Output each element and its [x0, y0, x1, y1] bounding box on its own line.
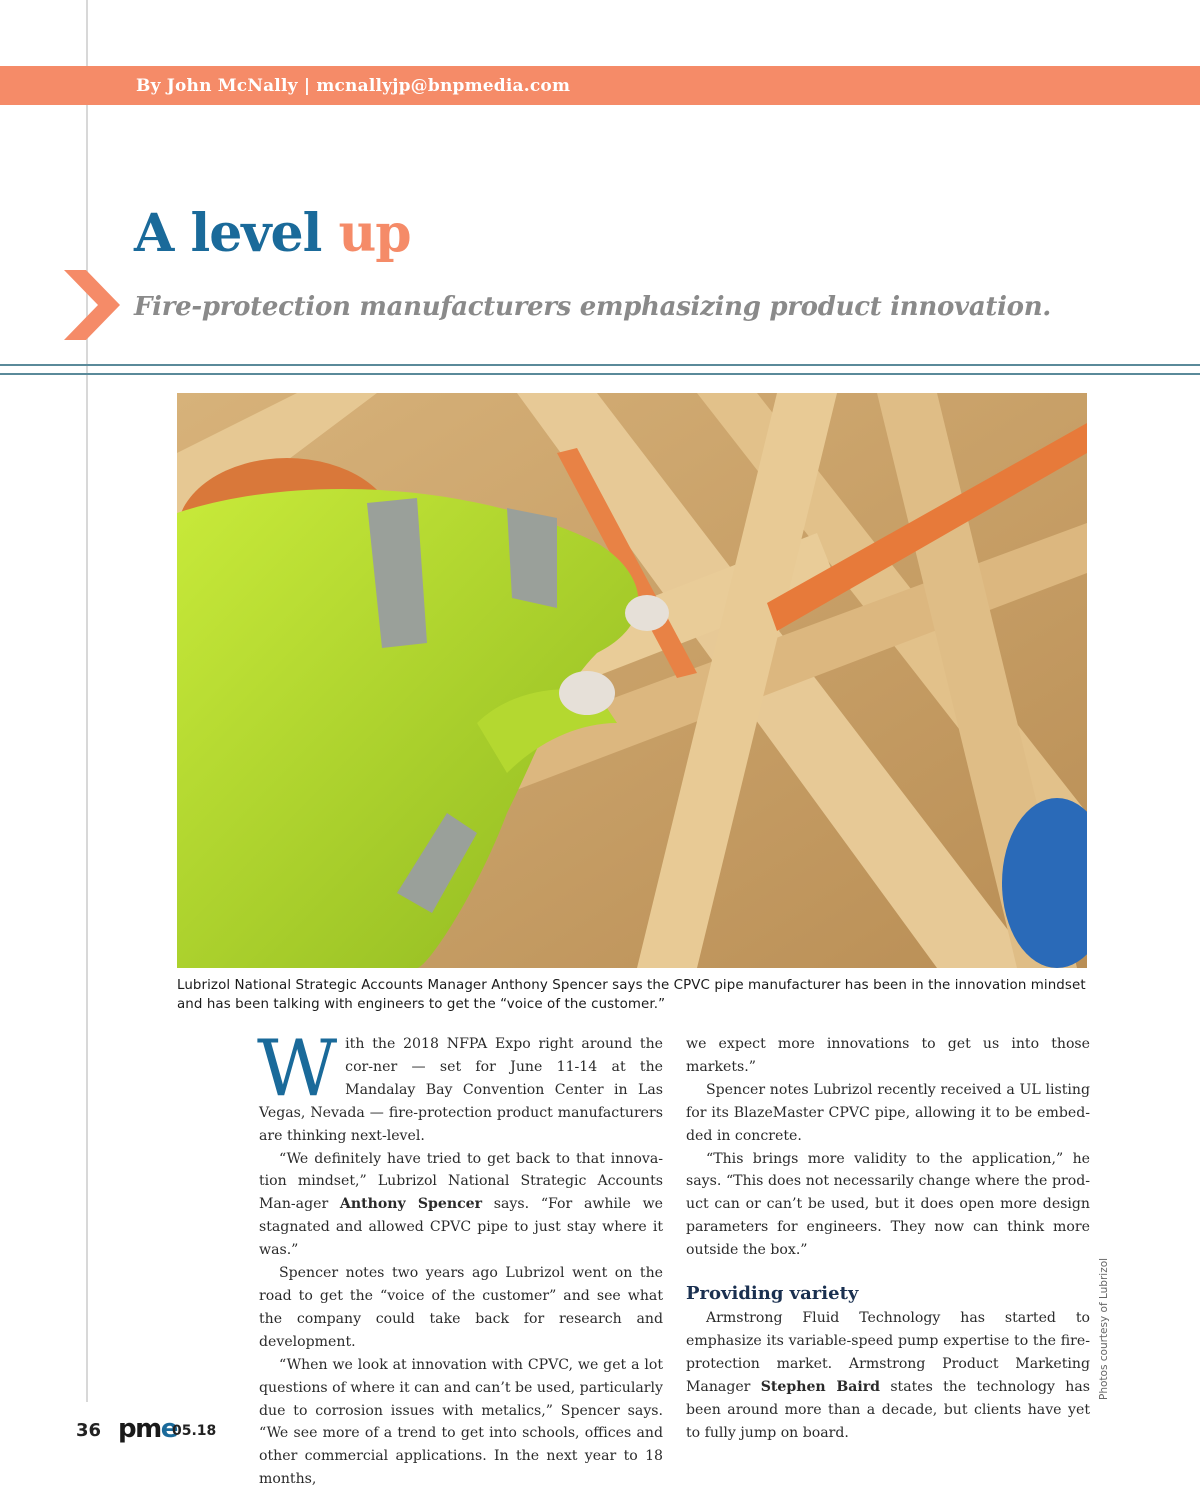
paragraph-text: “We definitely have tried to get back to that innova-tion mindset,” Lubrizol National Strategic Accounts Man-ager [259, 1150, 663, 1213]
paragraph-text: ith the 2018 NFPA Expo right around the cor-ner — set for June 11-14 at the Mandalay Bay Convention Center in Las Vegas, Nevada — fire-protection product manufacturers are thinking next-level. [259, 1036, 663, 1144]
paragraph [259, 1148, 663, 1263]
photo-credit: Photos courtesy of Lubrizol [1098, 1257, 1110, 1400]
divider-rule [0, 364, 1200, 366]
headline-part2: up [338, 203, 411, 264]
logo-text: pm [118, 1414, 161, 1444]
person-name: Stephen Baird [760, 1378, 881, 1395]
article-column-1 [257, 1024, 664, 1491]
paragraph-text: states the technology has been around more than a decade, but clients have yet to fully jump on board. [686, 1378, 1090, 1441]
section-subhead: Providing variety [686, 1283, 859, 1305]
paragraph: “When we look at innovation with CPVC, we get a lot questions of where it can and can’t be used, particularly due to corrosion issues with metalics,” Spencer says. “We see more of a trend to get into schools, offices and other commercial applications. In the next year to 18 months, [259, 1356, 663, 1488]
headline [134, 203, 411, 264]
headline-part1: A level [134, 203, 322, 264]
subheadline: Fire-protection manufacturers emphasizing product innovation. [134, 292, 1052, 322]
page-margin-line [86, 0, 88, 1402]
paragraph [686, 1307, 1090, 1444]
byline: By John McNally | mcnallyjp@bnpmedia.com [136, 76, 571, 96]
paragraph: “This brings more validity to the application,” he says. “This does not necessarily change where the prod-uct can or can’t be used, but it does open more design parameters for engineers. They now can think more outside the box.” [686, 1150, 1090, 1259]
paragraph-text: says. “For awhile we stagnated and allowed CPVC pipe to just stay where it was.” [259, 1196, 664, 1259]
article-photo [177, 393, 1087, 968]
chevron-icon [64, 270, 120, 340]
paragraph-text: Armstrong Fluid Technology has started to emphasize its variable-speed pump expertise to the fire-protection market. Armstrong Product Marketing Manager [686, 1310, 1090, 1395]
page-number: 36 [76, 1420, 102, 1441]
paragraph: Spencer notes two years ago Lubrizol went on the road to get the “voice of the customer” and see what the company could take back for research and development. [259, 1265, 663, 1350]
person-name: Anthony Spencer [339, 1196, 483, 1213]
paragraph: Spencer notes Lubrizol recently received a UL listing for its BlazeMaster CPVC pipe, allowing it to be embed-ded in concrete. [686, 1081, 1090, 1144]
photo-caption: Lubrizol National Strategic Accounts Manager Anthony Spencer says the CPVC pipe manufacturer has been in the innovation mindset and has been talking with engineers to get the “voice of the customer.” [177, 978, 1086, 1012]
divider-rule [0, 373, 1200, 375]
logo-text-accent: e [160, 1414, 177, 1444]
magazine-logo [118, 1414, 177, 1444]
article-column-2 [686, 1033, 1090, 1445]
paragraph: we expect more innovations to get us into those markets.” [686, 1036, 1090, 1075]
issue-date: 05.18 [172, 1423, 217, 1439]
paragraph [257, 1024, 663, 1148]
drop-cap: W [257, 1024, 338, 1114]
